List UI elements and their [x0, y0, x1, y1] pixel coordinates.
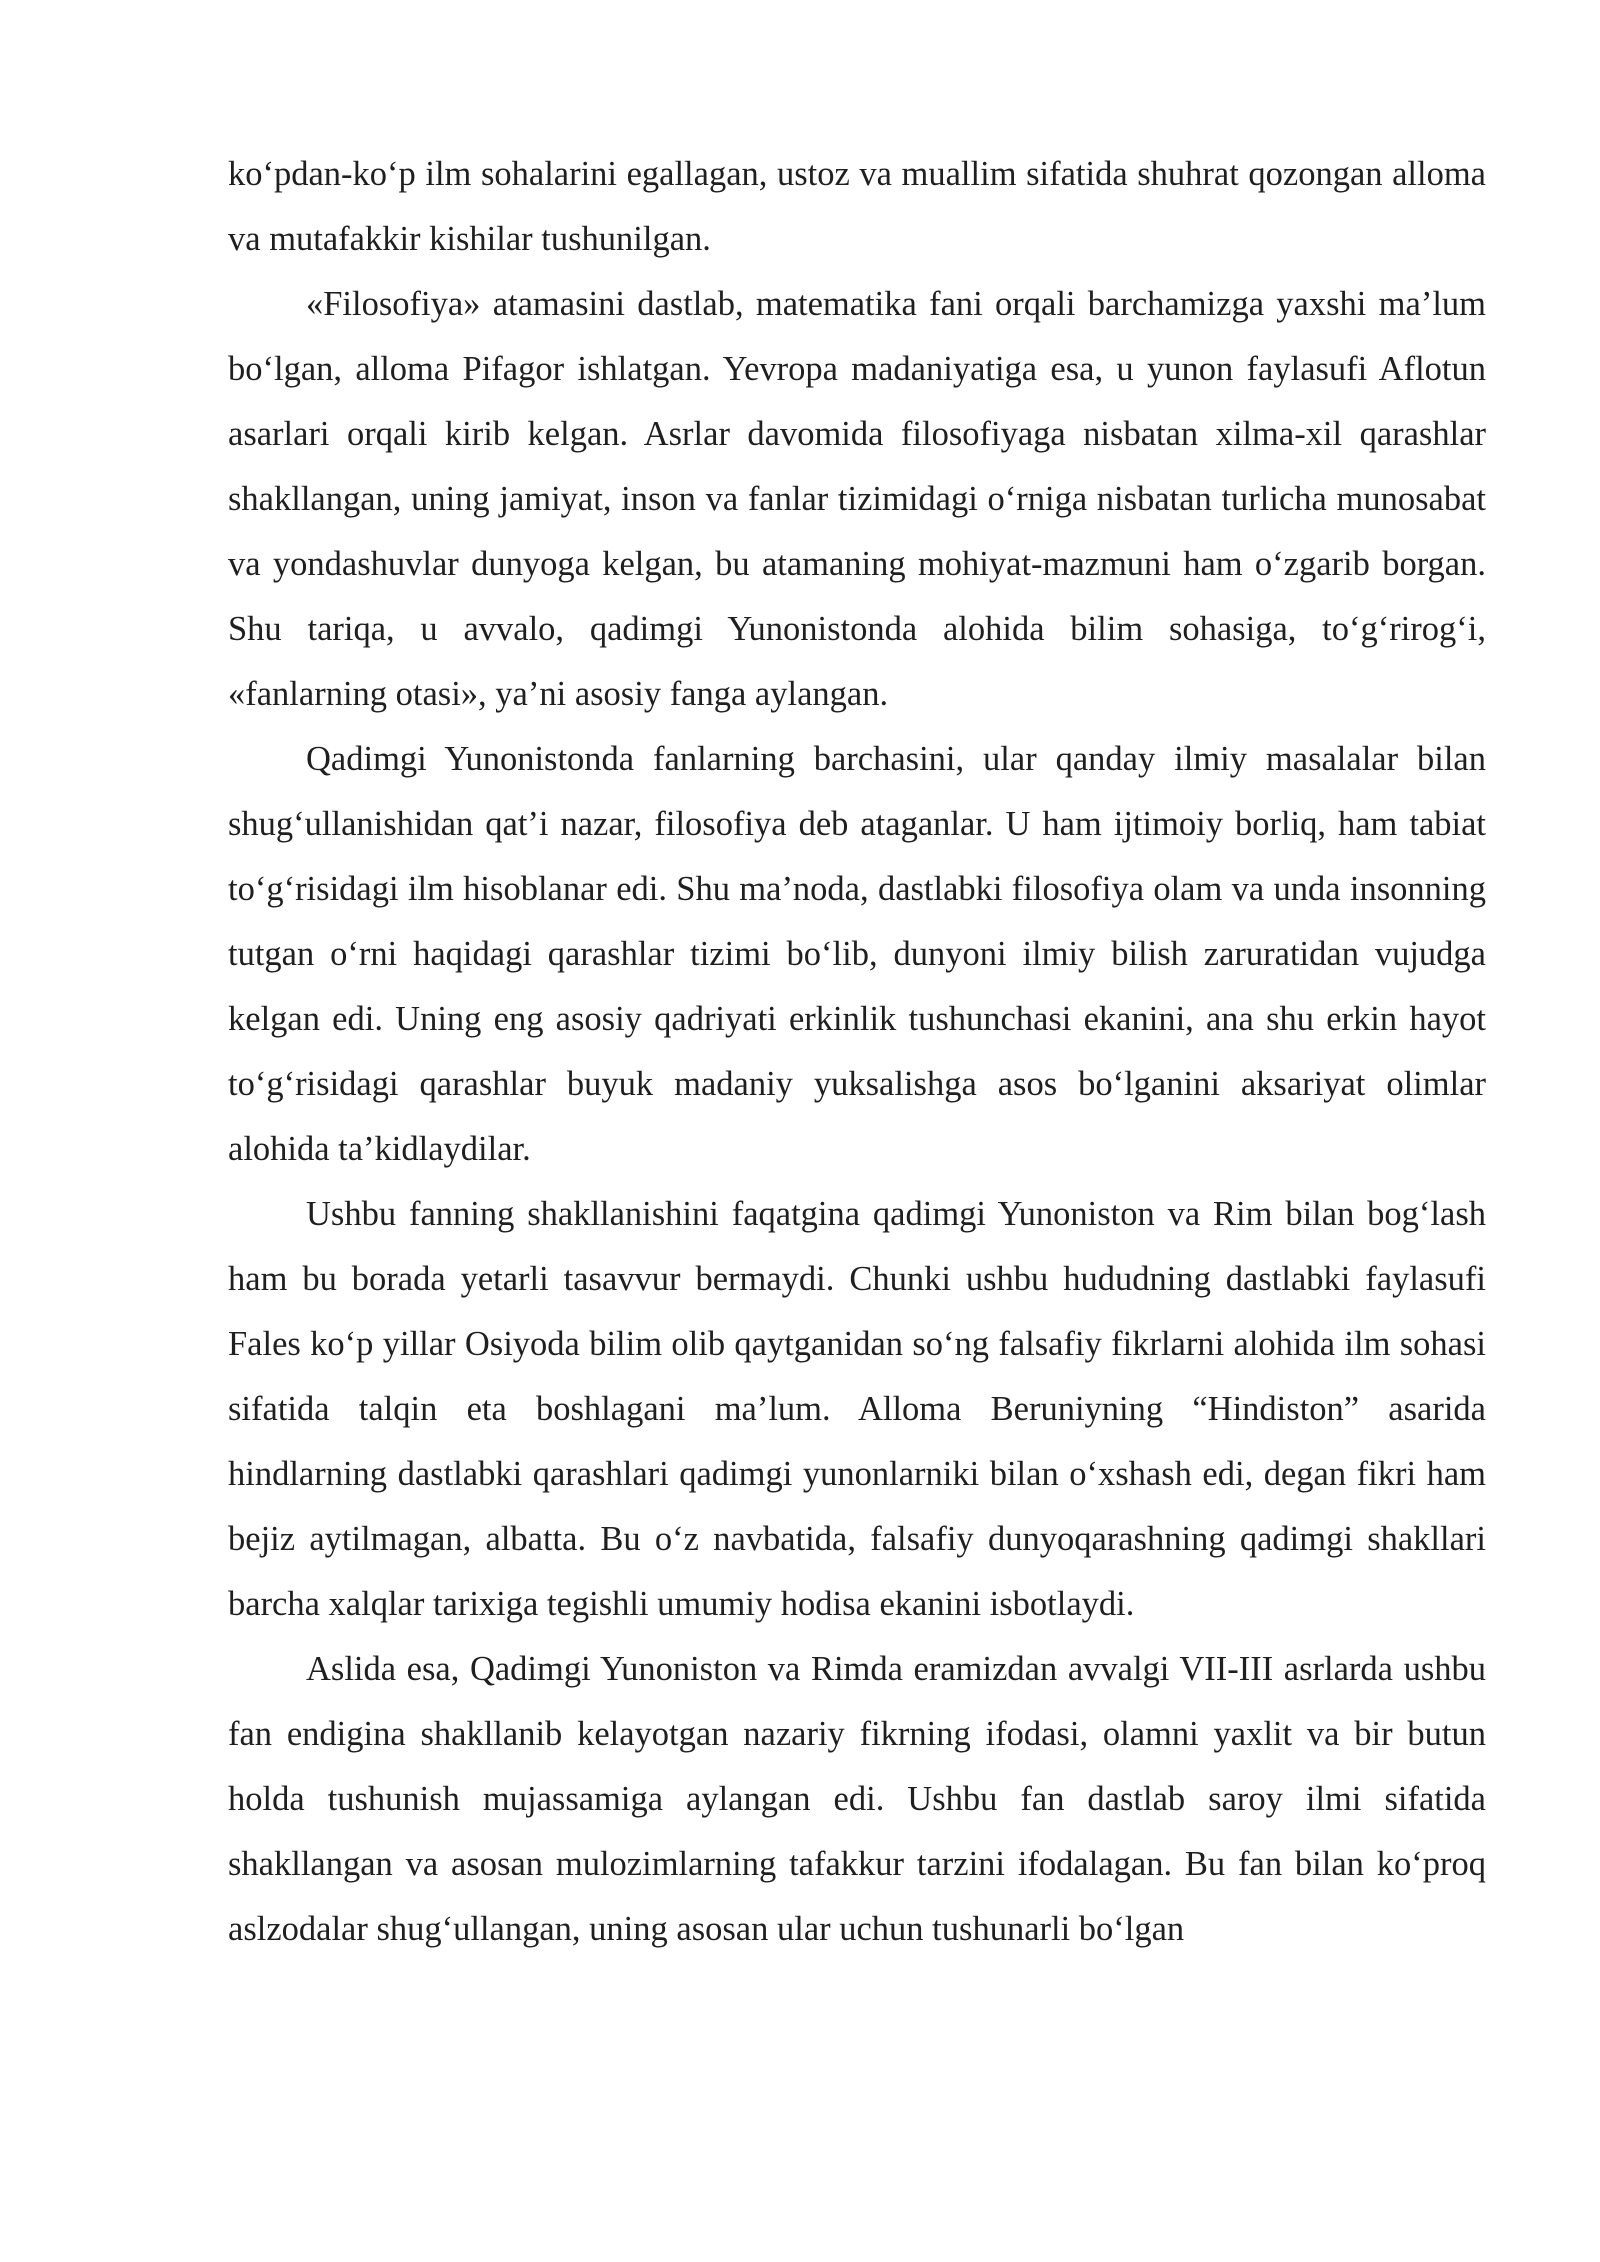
- document-body: [228, 142, 1486, 1962]
- paragraph-continuation: ko‘pdan-ko‘p ilm sohalarini egallagan, ustoz va muallim sifatida shuhrat qozongan alloma va mutafakkir kishilar tushunilgan.: [228, 155, 1486, 258]
- paragraph-origins: Ushbu fanning shakllanishini faqatgina qadimgi Yunoniston va Rim bilan bog‘lash ham bu borada yetarli tasavvur bermaydi. Chunki ushbu hududning dastlabki faylasufi Fales ko‘p yillar Osiyoda bilim olib qaytganidan so‘ng falsafiy fikrlarni alohida ilm sohasi sifatida talqin eta boshlagani ma’lum. Alloma Beruniyning “Hindiston” asarida hindlarning dastlabki qarashlari qadimgi yunonlarniki bilan o‘xshash edi, degan fikri ham bejiz aytilmagan, albatta. Bu o‘z navbatida, falsafiy dunyoqarashning qadimgi shakllari barcha xalqlar tarixiga tegishli umumiy hodisa ekanini isbotlaydi.: [228, 1195, 1486, 1623]
- paragraph-ancient-greece: Qadimgi Yunonistonda fanlarning barchasini, ular qanday ilmiy masalalar bilan shug‘ullanishidan qat’i nazar, filosofiya deb ataganlar. U ham ijtimoiy borliq, ham tabiat to‘g‘risidagi ilm hisoblanar edi. Shu ma’noda, dastlabki filosofiya olam va unda insonning tutgan o‘rni haqidagi qarashlar tizimi bo‘lib, dunyoni ilmiy bilish zaruratidan vujudga kelgan edi. Uning eng asosiy qadriyati erkinlik tushunchasi ekanini, ana shu erkin hayot to‘g‘risidagi qarashlar buyuk madaniy yuksalishga asos bo‘lganini aksariyat olimlar alohida ta’kidlaydilar.: [228, 740, 1486, 1168]
- paragraph-greece-rome: Aslida esa, Qadimgi Yunoniston va Rimda eramizdan avvalgi VII-III asrlarda ushbu fan endigina shakllanib kelayotgan nazariy fikrning ifodasi, olamni yaxlit va bir butun holda tushunish mujassamiga aylangan edi. Ushbu fan dastlab saroy ilmi sifatida shakllangan va asosan mulozimlarning tafakkur tarzini ifodalagan. Bu fan bilan ko‘proq aslzodalar shug‘ullangan, uning asosan ular uchun tushunarli bo‘lgan: [228, 1650, 1486, 1948]
- paragraph-filosofiya-term: «Filosofiya» atamasini dastlab, matematika fani orqali barchamizga yaxshi ma’lum bo‘lgan, alloma Pifagor ishlatgan. Yevropa madaniyatiga esa, u yunon faylasufi Aflotun asarlari orqali kirib kelgan. Asrlar davomida filosofiyaga nisbatan xilma-xil qarashlar shakllangan, uning jamiyat, inson va fanlar tizimidagi o‘rniga nisbatan turlicha munosabat va yondashuvlar dunyoga kelgan, bu atamaning mohiyat-mazmuni ham o‘zgarib borgan. Shu tariqa, u avvalo, qadimgi Yunonistonda alohida bilim sohasiga, to‘g‘rirog‘i, «fanlarning otasi», ya’ni asosiy fanga aylangan.: [228, 285, 1486, 713]
